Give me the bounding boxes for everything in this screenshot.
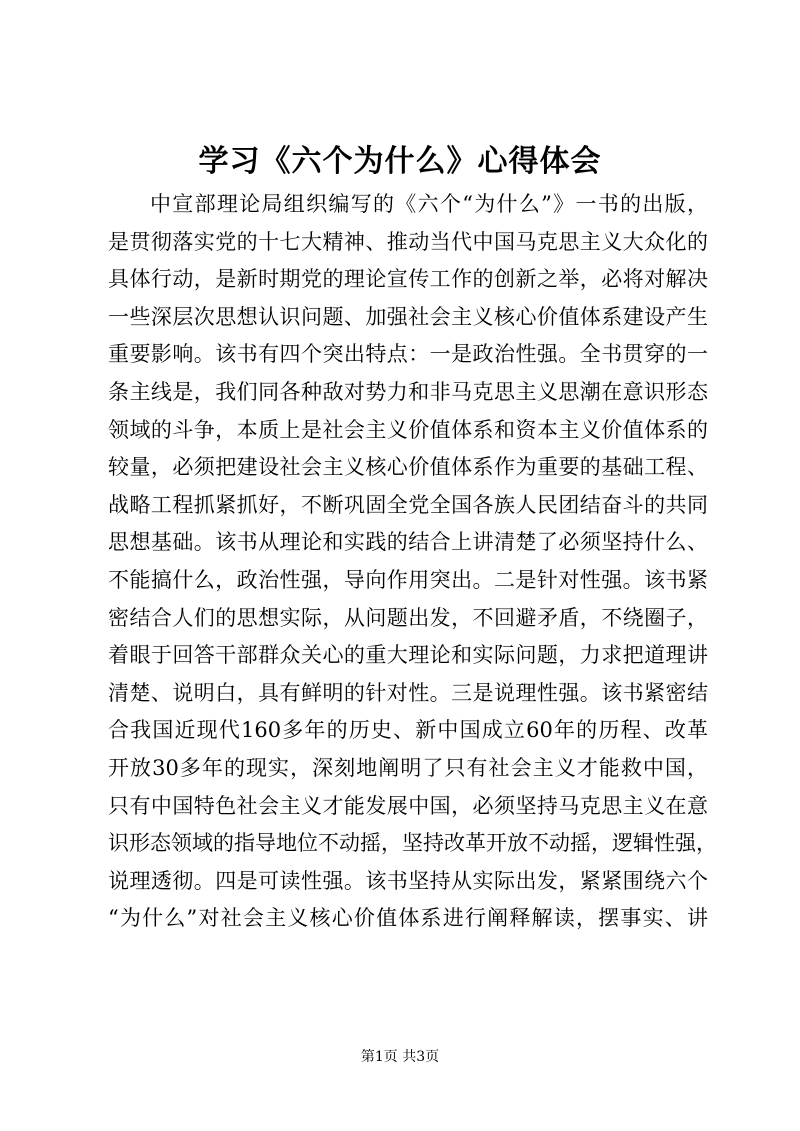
text-line: 着眼于回答干部群众关心的重大理论和实际问题，力求把道理讲 [108,643,708,668]
text-line: 条主线是，我们同各种敌对势力和非马克思主义思潮在意识形态 [108,379,708,404]
text-line: 一些深层次思想认识问题、加强社会主义核心价值体系建设产生 [108,304,708,329]
text-line: 思想基础。该书从理论和实践的结合上讲清楚了必须坚持什么、 [108,530,708,555]
text-line: 密结合人们的思想实际，从问题出发，不回避矛盾，不绕圈子， [108,605,708,630]
text-line: 清楚、说明白，具有鲜明的针对性。三是说理性强。该书紧密结 [108,680,708,705]
text-line: 说理透彻。四是可读性强。该书坚持从实际出发，紧紧围绕六个 [108,868,708,893]
text-line: 合我国近现代160多年的历史、新中国成立60年的历程、改革 [108,718,708,743]
body-text [108,186,717,938]
document-title: 学习《六个为什么》心得体会 [198,144,602,179]
text-line: 不能搞什么，政治性强，导向作用突出。二是针对性强。该书紧 [108,567,708,592]
text-line: 开放30多年的现实，深刻地阐明了只有社会主义才能救中国， [108,755,708,780]
text-line: 只有中国特色社会主义才能发展中国，必须坚持马克思主义在意 [108,793,708,818]
text-line: 中宣部理论局组织编写的《六个“为什么”》一书的出版， [150,192,708,216]
page-number-footer: 第1页 共3页 [360,1049,440,1065]
text-line: 较量，必须把建设社会主义核心价值体系作为重要的基础工程、 [108,455,708,480]
text-line: 是贯彻落实党的十七大精神、推动当代中国马克思主义大众化的 [108,229,708,254]
text-line: 重要影响。该书有四个突出特点：一是政治性强。全书贯穿的一 [108,342,708,367]
text-line: 识形态领域的指导地位不动摇，坚持改革开放不动摇，逻辑性强， [108,831,717,856]
text-line: 战略工程抓紧抓好，不断巩固全党全国各族人民团结奋斗的共同 [108,492,708,517]
text-line: 具体行动，是新时期党的理论宣传工作的创新之举，必将对解决 [108,267,708,292]
text-line: “为什么”对社会主义核心价值体系进行阐释解读，摆事实、讲 [108,906,708,931]
text-line: 领域的斗争，本质上是社会主义价值体系和资本主义价值体系的 [108,417,708,442]
